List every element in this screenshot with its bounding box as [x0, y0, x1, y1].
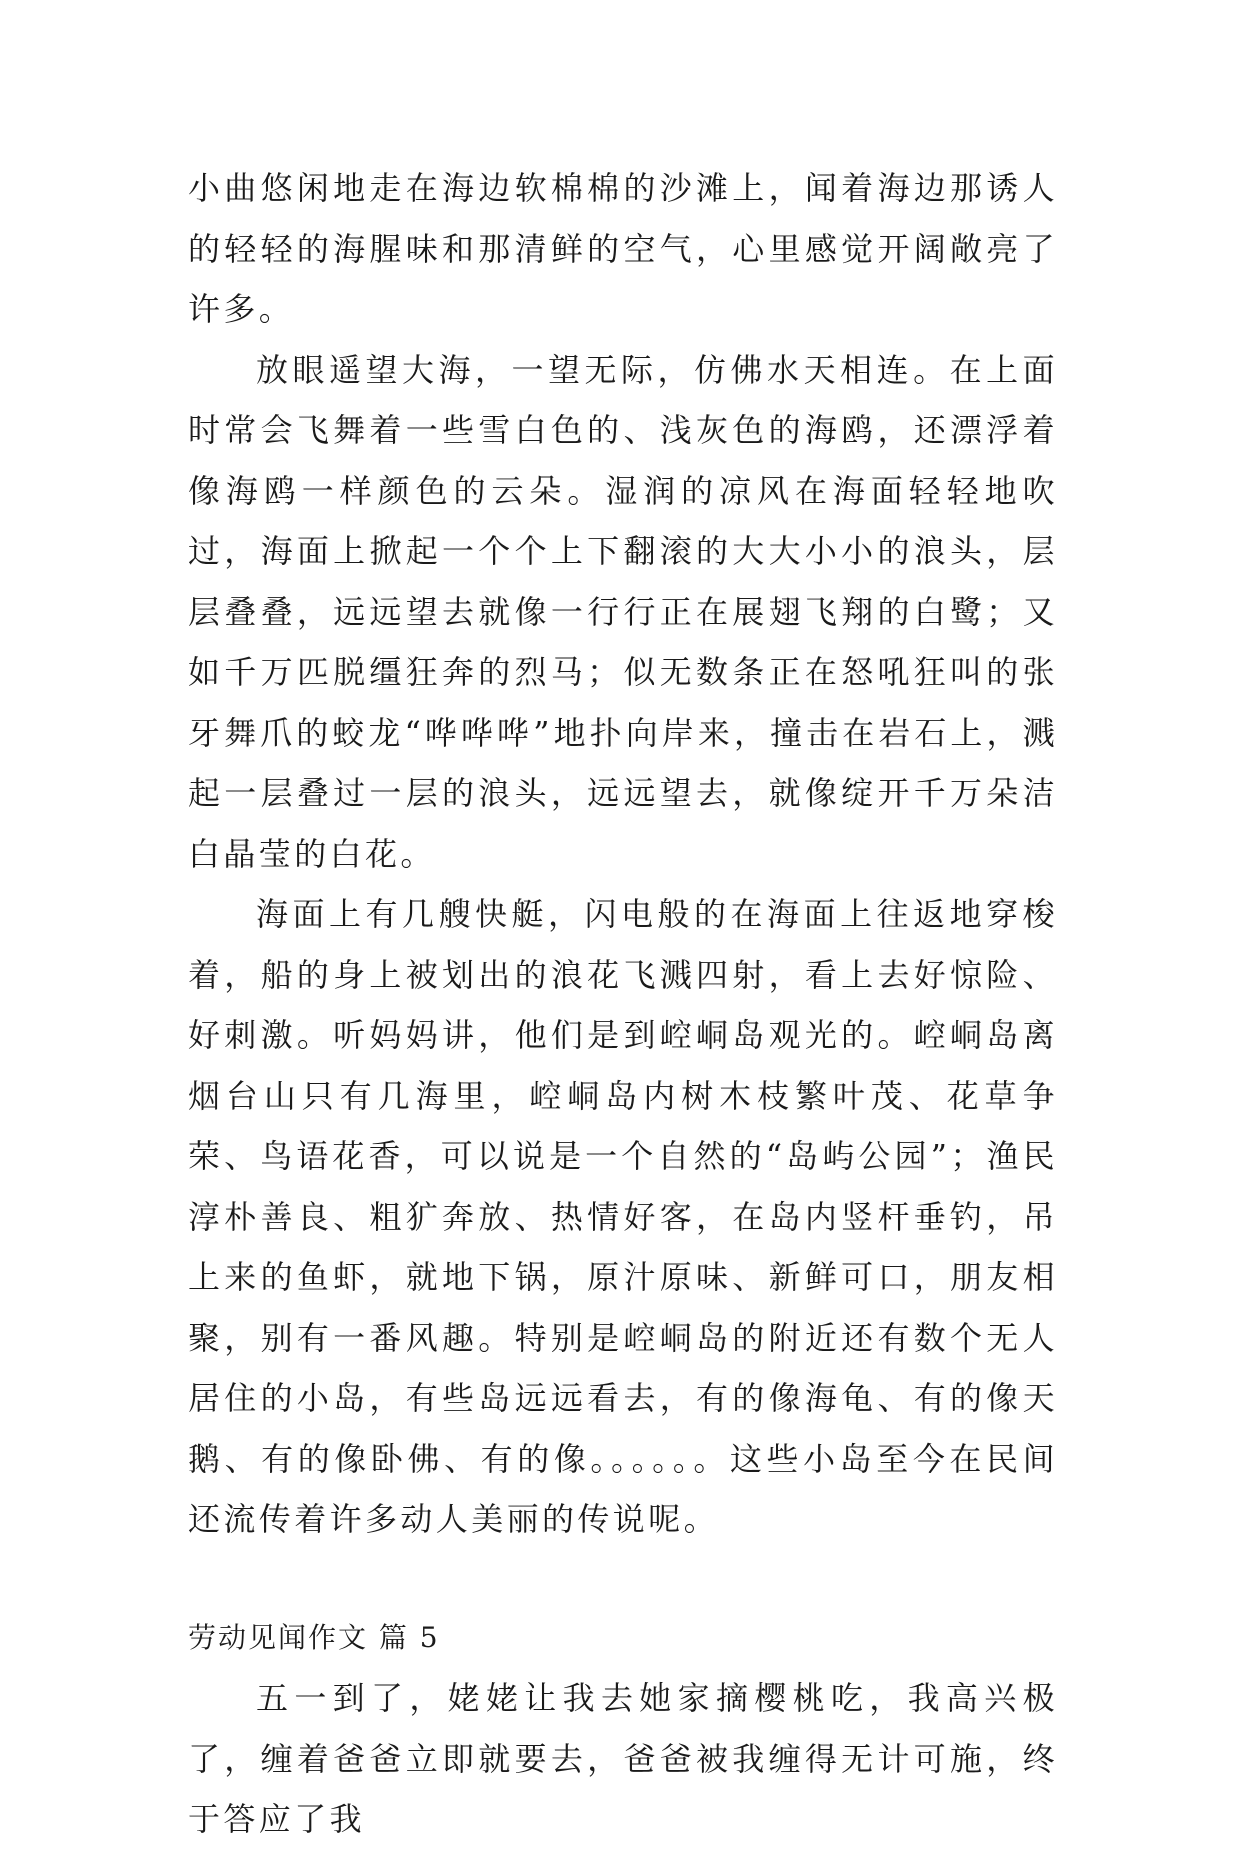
- section-heading: 劳动见闻作文 篇 5: [188, 1620, 440, 1654]
- paragraph-sea-view: 放眼遥望大海，一望无际，仿佛水天相连。在上面时常会飞舞着一些雪白色的、浅灰色的海鸥，还漂浮着像海鸥一样颜色的云朵。湿润的凉风在海面轻轻地吹过，海面上掀起一个个上下翻滚的大大小小的浪头，层层叠叠，远远望去就像一行行正在展翅飞翔的白鹭；又如千万匹脱缰狂奔的烈马；似无数条正在怒吼狂叫的张牙舞爪的蛟龙“哗哗哗”地扑向岸来，撞击在岩石上，溅起一层叠过一层的浪头，远远望去，就像绽开千万朵洁白晶莹的白花。: [188, 350, 1058, 873]
- paragraph-speedboats: 海面上有几艘快艇，闪电般的在海面上往返地穿梭着，船的身上被划出的浪花飞溅四射，看上去好惊险、好刺激。听妈妈讲，他们是到崆峒岛观光的。崆峒岛离烟台山只有几海里，崆峒岛内树木枝繁叶茂、花草争荣、鸟语花香，可以说是一个自然的“岛屿公园”；渔民淳朴善良、粗犷奔放、热情好客，在岛内竖杆垂钓，吊上来的鱼虾，就地下锅，原汁原味、新鲜可口，朋友相聚，别有一番风趣。特别是崆峒岛的附近还有数个无人居住的小岛，有些岛远远看去，有的像海龟、有的像天鹅、有的像卧佛、有的像。。。。。。这些小岛至今在民间还流传着许多动人美丽的传说呢。: [188, 895, 1058, 1538]
- document-body: [188, 158, 1058, 1850]
- paragraph-beach: 小曲悠闲地走在海边软棉棉的沙滩上，闻着海边那诱人的轻轻的海腥味和那清鲜的空气，心里感觉开阔敞亮了许多。: [188, 169, 1058, 328]
- paragraph-section-5: 五一到了，姥姥让我去她家摘樱桃吃，我高兴极了，缠着爸爸立即就要去，爸爸被我缠得无计可施，终于答应了我: [188, 1679, 1058, 1838]
